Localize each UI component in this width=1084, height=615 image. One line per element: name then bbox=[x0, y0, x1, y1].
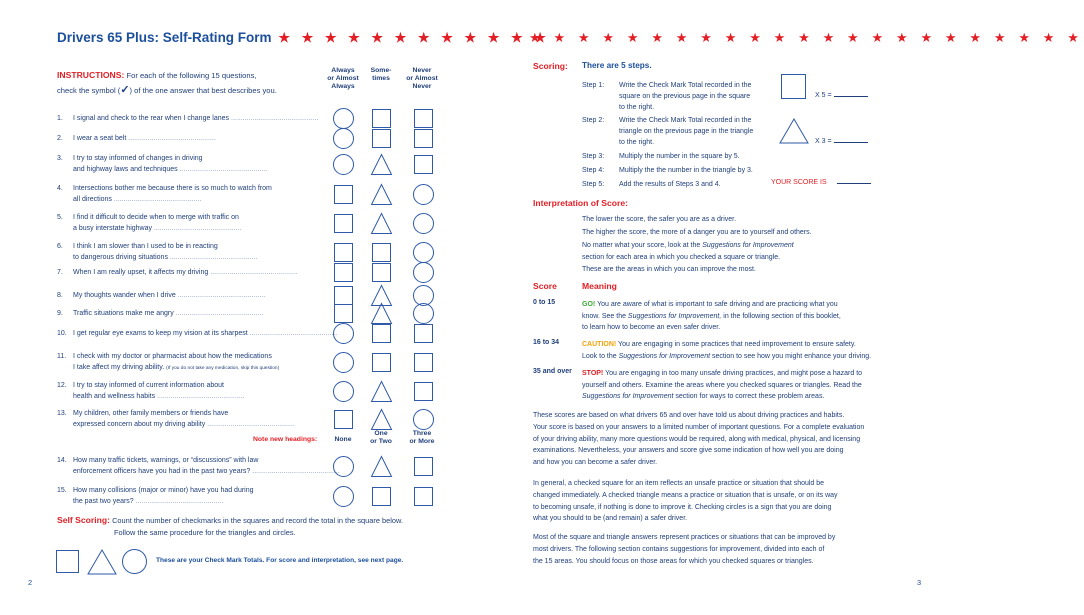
self-scoring-label: Self Scoring: bbox=[57, 515, 111, 525]
square-answer-option[interactable] bbox=[371, 128, 393, 150]
self-scoring-line2: Follow the same procedure for the triangles and circles. bbox=[114, 528, 296, 537]
scoring-step bbox=[582, 115, 809, 148]
square-answer-option[interactable] bbox=[333, 242, 355, 264]
col-header-line: Some- bbox=[370, 67, 392, 74]
interpretation-heading: Interpretation of Score: bbox=[533, 198, 629, 208]
circle-answer-option[interactable] bbox=[413, 184, 435, 206]
question-number: 11. bbox=[57, 353, 67, 360]
question-line1: How many collisions (major or minor) have you had during bbox=[73, 487, 254, 494]
question-number: 14. bbox=[57, 457, 67, 464]
new-header-line: or More bbox=[409, 438, 435, 445]
step-line: Write the Check Mark Total recorded in the bbox=[619, 82, 752, 89]
stop-description bbox=[582, 368, 922, 403]
right-stars: ★ ★ ★ ★ ★ ★ ★ ★ ★ ★ ★ ★ ★ ★ ★ ★ ★ ★ ★ ★ ★ ★ ★ bbox=[529, 30, 1084, 45]
total-triangle-input[interactable] bbox=[88, 549, 118, 575]
square-answer-option[interactable] bbox=[371, 242, 393, 264]
question-line2: a busy interstate highway ............................................. bbox=[73, 225, 242, 232]
step-label: Step 2: bbox=[582, 117, 605, 124]
square-answer-option[interactable] bbox=[371, 486, 393, 508]
triangle-answer-option[interactable] bbox=[371, 303, 393, 325]
square-answer-option[interactable] bbox=[413, 154, 435, 176]
para1-line: These scores are based on what drivers 65 and over have told us about driving practices and habits. bbox=[533, 412, 845, 419]
form-title-text: Drivers 65 Plus: Self-Rating Form bbox=[57, 30, 272, 45]
paragraph-3 bbox=[533, 532, 913, 567]
question-item bbox=[57, 241, 325, 263]
question-item bbox=[57, 212, 325, 234]
circle-answer-option[interactable] bbox=[413, 262, 435, 284]
square-answer-option[interactable] bbox=[333, 262, 355, 284]
caution-line2-italic: Suggestions for Improvement bbox=[618, 352, 711, 360]
step-label: Step 4: bbox=[582, 167, 605, 174]
question-item bbox=[57, 328, 338, 339]
circle-answer-option[interactable] bbox=[333, 108, 355, 130]
interp-line3a: No matter what your score, look at the bbox=[582, 242, 703, 249]
stop-keyword: STOP! bbox=[582, 370, 604, 377]
step-line: square on the previous page in the square bbox=[619, 93, 751, 100]
question-line2: to dangerous driving situations ............................................. bbox=[73, 254, 258, 261]
question-item bbox=[57, 351, 325, 374]
para2-line: changed immediately. A checked triangle means a practice or situation that is unsafe, or on its way bbox=[533, 491, 838, 499]
meaning-column-header: Meaning bbox=[582, 281, 617, 291]
question-number: 6. bbox=[57, 243, 63, 250]
stop-line3-italic: Suggestions for Improvement bbox=[582, 393, 674, 400]
interp-line2: The higher the score, the more of a danger you are to yourself and others. bbox=[582, 229, 812, 236]
question-line1: Traffic situations make me angry ............................................. bbox=[73, 310, 264, 317]
square-answer-option[interactable] bbox=[413, 486, 435, 508]
question-note: (If you do not take any medication, skip this question) bbox=[166, 366, 280, 371]
x3-text: X 3 = bbox=[815, 138, 832, 145]
scoring-step bbox=[582, 165, 809, 176]
new-header-line: One bbox=[374, 430, 388, 437]
step-line: Add the results of Steps 3 and 4. bbox=[619, 181, 721, 188]
question-line1: I get regular eye exams to keep my vision at its sharpest ............................................. bbox=[73, 330, 338, 337]
go-line3: to learn how to become an even safer driver. bbox=[582, 324, 721, 331]
stop-line1: You are engaging in too many unsafe driving practices, and might pose a hazard to bbox=[605, 370, 863, 377]
x5-text: X 5 = bbox=[815, 92, 832, 99]
x3-label bbox=[815, 136, 868, 147]
circle-answer-option[interactable] bbox=[333, 128, 355, 150]
form-title bbox=[57, 30, 550, 46]
col-header-line: Never bbox=[412, 67, 432, 74]
scoring-steps-heading: There are 5 steps. bbox=[582, 61, 652, 70]
col-header-line: Never bbox=[412, 83, 432, 90]
caution-description bbox=[582, 339, 922, 362]
circle-answer-option[interactable] bbox=[333, 154, 355, 176]
col-header-line: Always bbox=[331, 67, 355, 74]
question-line2: and highway laws and techniques ............................................. bbox=[73, 166, 268, 173]
instructions bbox=[57, 68, 277, 98]
circle-answer-option[interactable] bbox=[413, 303, 435, 325]
step-line: Multiply the the number in the triangle by 3. bbox=[619, 167, 753, 174]
para1-line: examinations. Nevertheless, your answers and score give some indication of how well you are doing bbox=[533, 447, 844, 455]
question-number: 8. bbox=[57, 292, 63, 299]
go-line2-italic: Suggestions for Improvement, bbox=[627, 312, 722, 320]
triangle-answer-option[interactable] bbox=[371, 381, 393, 403]
question-number: 1. bbox=[57, 115, 63, 122]
question-line1: Intersections bother me because there is so much to watch from bbox=[73, 185, 272, 192]
triangle-answer-option[interactable] bbox=[371, 184, 393, 206]
question-item bbox=[57, 455, 340, 477]
score-triangle-input[interactable] bbox=[780, 118, 810, 144]
col-header-line: times bbox=[372, 75, 390, 82]
square-answer-option[interactable] bbox=[413, 108, 435, 130]
circle-answer-option[interactable] bbox=[333, 486, 355, 508]
square-answer-option[interactable] bbox=[333, 184, 355, 206]
square-answer-option[interactable] bbox=[413, 456, 435, 478]
go-keyword: GO! bbox=[582, 301, 596, 308]
para2-line: what you should to be (and remain) a safer driver. bbox=[533, 515, 688, 523]
question-number: 13. bbox=[57, 410, 67, 417]
interp-line3-italic: Suggestions for Improvement bbox=[702, 242, 794, 249]
para1-line: Your score is based on your answers to a limited number of important questions. For a complete evaluation bbox=[533, 423, 865, 431]
triangle-answer-option[interactable] bbox=[371, 456, 393, 478]
question-item bbox=[57, 113, 325, 124]
col-header-line: or Almost bbox=[406, 75, 438, 82]
scoring-step bbox=[582, 151, 809, 162]
interp-line5: These are the areas in which you can improve the most. bbox=[582, 266, 756, 273]
question-line1: I try to stay informed of changes in driving bbox=[73, 155, 203, 162]
question-item bbox=[57, 267, 325, 278]
caution-range: 16 to 34 bbox=[533, 339, 560, 346]
square-answer-option[interactable] bbox=[333, 303, 355, 325]
question-line1: I wear a seat belt ............................................. bbox=[73, 135, 216, 142]
square-answer-option[interactable] bbox=[371, 108, 393, 130]
question-line2: enforcement officers have you had in the past two years? ............................................. bbox=[73, 468, 340, 475]
self-scoring-line1: Count the number of checkmarks in the squares and record the total in the square below. bbox=[112, 516, 403, 525]
circle-answer-option[interactable] bbox=[413, 242, 435, 264]
question-item bbox=[57, 308, 325, 319]
question-line1: My children, other family members or friends have bbox=[73, 410, 229, 417]
square-answer-option[interactable] bbox=[413, 323, 435, 345]
square-answer-option[interactable] bbox=[371, 262, 393, 284]
question-line1: I find it difficult to decide when to merge with traffic on bbox=[73, 214, 239, 221]
go-line1: You are aware of what is important to safe driving and are practicing what you bbox=[597, 301, 838, 308]
new-header-line: or Two bbox=[370, 438, 392, 445]
question-item bbox=[57, 380, 325, 402]
go-range: 0 to 15 bbox=[533, 299, 556, 306]
instructions-line2b: ) of the one answer that best describes you. bbox=[129, 86, 277, 95]
col-header-line: or Almost bbox=[327, 75, 359, 82]
step-line: Multiply the number in the square by 5. bbox=[619, 153, 740, 160]
instructions-label: INSTRUCTIONS: bbox=[57, 70, 125, 80]
para3-line: the 15 areas. You should focus on those areas for which you checked squares or triangles. bbox=[533, 557, 814, 565]
question-number: 7. bbox=[57, 269, 63, 276]
title-stars: ★ ★ ★ ★ ★ ★ ★ ★ ★ ★ ★ ★ bbox=[278, 30, 550, 45]
caution-line1: You are engaging in some practices that need improvement to ensure safety. bbox=[618, 341, 856, 348]
step-line: triangle on the previous page in the triangle bbox=[619, 128, 754, 135]
question-item bbox=[57, 183, 325, 205]
para1-line: and how you can become a safer driver. bbox=[533, 459, 658, 467]
self-scoring bbox=[57, 514, 437, 539]
step-line: to the right. bbox=[619, 104, 655, 111]
new-header-line: None bbox=[334, 436, 352, 443]
note-new-headings: Note new headings: bbox=[253, 436, 318, 443]
page-number-left: 2 bbox=[28, 578, 33, 587]
square-answer-option[interactable] bbox=[413, 381, 435, 403]
question-line2: health and wellness habits ............................................. bbox=[73, 393, 245, 400]
circle-answer-option[interactable] bbox=[333, 456, 355, 478]
go-line2a: know. See the bbox=[582, 312, 628, 320]
page-number-right: 3 bbox=[917, 578, 922, 587]
para3-line: Most of the square and triangle answers represent practices or situations that can be improved by bbox=[533, 534, 836, 541]
step-label: Step 3: bbox=[582, 153, 605, 160]
para3-line: most drivers. The following section contains suggestions for improvement, divided into each of bbox=[533, 545, 825, 553]
scoring-step bbox=[582, 80, 809, 113]
question-line1: When I am really upset, it affects my driving ............................................. bbox=[73, 269, 298, 276]
interp-line4: section for each area in which you checked a square or triangle. bbox=[582, 254, 781, 261]
question-number: 12. bbox=[57, 382, 67, 389]
square-answer-option[interactable] bbox=[371, 323, 393, 345]
question-item bbox=[57, 133, 325, 144]
step-line: to the right. bbox=[619, 139, 655, 146]
question-item bbox=[57, 485, 325, 507]
col-header-line: Always bbox=[331, 83, 355, 90]
circle-answer-option[interactable] bbox=[333, 352, 355, 374]
question-line2: all directions ............................................. bbox=[73, 196, 202, 203]
question-number: 15. bbox=[57, 487, 67, 494]
question-line1: How many traffic tickets, warnings, or “discussions” with law bbox=[73, 457, 259, 464]
caution-keyword: CAUTION! bbox=[582, 341, 617, 348]
caution-line2a: Look to the bbox=[582, 352, 619, 360]
step-label: Step 1: bbox=[582, 82, 605, 89]
your-score-blank[interactable] bbox=[837, 183, 871, 184]
new-header-three-or-more bbox=[392, 430, 452, 446]
question-item bbox=[57, 408, 325, 430]
triangle-answer-option[interactable] bbox=[371, 409, 393, 431]
step-line: Write the Check Mark Total recorded in the bbox=[619, 117, 752, 124]
interp-line1: The lower the score, the safer you are as a driver. bbox=[582, 216, 737, 223]
question-number: 3. bbox=[57, 155, 63, 162]
score-square-input[interactable] bbox=[781, 74, 807, 100]
check-mark-icon: ✓ bbox=[120, 84, 130, 96]
score-column-header: Score bbox=[533, 281, 557, 291]
circle-answer-option[interactable] bbox=[333, 323, 355, 345]
your-score-label bbox=[771, 177, 871, 188]
question-line1: I try to stay informed of current information about bbox=[73, 382, 224, 389]
question-number: 4. bbox=[57, 185, 63, 192]
scoring-label: Scoring: bbox=[533, 61, 568, 71]
stop-line2: yourself and others. Examine the areas where you checked squares or triangles. Read the bbox=[582, 381, 862, 389]
question-line2: expressed concern about my driving ability ............................................. bbox=[73, 421, 295, 428]
col-header-never bbox=[392, 67, 452, 91]
circle-answer-option[interactable] bbox=[333, 381, 355, 403]
totals-text: These are your Check Mark Totals. For score and interpretation, see next page. bbox=[156, 557, 404, 564]
square-answer-option[interactable] bbox=[413, 128, 435, 150]
question-number: 9. bbox=[57, 310, 63, 317]
go-description bbox=[582, 299, 907, 334]
new-header-line: Three bbox=[412, 430, 432, 437]
x5-label bbox=[815, 90, 868, 101]
instructions-line1: For each of the following 15 questions, bbox=[126, 71, 257, 80]
para1-line: of your driving ability, many more questions would be required, along with medical, physical, and licensing bbox=[533, 435, 861, 443]
para2-line: to becoming unsafe, if nothing is done to improve it. Checking circles is a sign that you are doing bbox=[533, 503, 832, 511]
circle-answer-option[interactable] bbox=[413, 409, 435, 431]
x3-blank[interactable] bbox=[834, 142, 868, 143]
square-answer-option[interactable] bbox=[333, 409, 355, 431]
your-score-text: YOUR SCORE IS bbox=[771, 179, 827, 186]
x5-blank[interactable] bbox=[834, 96, 868, 97]
question-number: 2. bbox=[57, 135, 63, 142]
square-answer-option[interactable] bbox=[413, 352, 435, 374]
go-line2b: in the following section of this booklet, bbox=[721, 312, 841, 320]
question-line1: I signal and check to the rear when I change lanes ............................................. bbox=[73, 115, 319, 122]
total-square-input[interactable] bbox=[56, 550, 80, 574]
paragraph-1 bbox=[533, 410, 913, 469]
square-answer-option[interactable] bbox=[371, 352, 393, 374]
circle-answer-option[interactable] bbox=[413, 213, 435, 235]
question-line2: I take affect my driving ability. (If you do not take any medication, skip this question) bbox=[73, 364, 280, 371]
paragraph-2 bbox=[533, 478, 913, 525]
instructions-line2a: check the symbol ( bbox=[57, 86, 121, 95]
question-line1: I think I am slower than I used to be in reacting bbox=[73, 243, 218, 250]
triangle-answer-option[interactable] bbox=[371, 154, 393, 176]
question-number: 10. bbox=[57, 330, 67, 337]
question-item bbox=[57, 153, 325, 175]
stop-line3b: section for ways to correct these problem areas. bbox=[673, 393, 825, 400]
para2-line: In general, a checked square for an item reflects an unsafe practice or situation that should be bbox=[533, 480, 825, 487]
question-line1: I check with my doctor or pharmacist about how the medications bbox=[73, 353, 272, 360]
step-label: Step 5: bbox=[582, 181, 605, 188]
square-answer-option[interactable] bbox=[333, 213, 355, 235]
triangle-answer-option[interactable] bbox=[371, 213, 393, 235]
interpretation-text bbox=[582, 213, 902, 276]
total-circle-input[interactable] bbox=[122, 549, 148, 575]
question-line2: the past two years? ............................................. bbox=[73, 498, 224, 505]
stop-range: 35 and over bbox=[533, 368, 572, 375]
question-item bbox=[57, 290, 325, 301]
caution-line2b: section to see how you might enhance your driving. bbox=[710, 352, 872, 360]
question-number: 5. bbox=[57, 214, 63, 221]
question-line1: My thoughts wander when I drive ............................................. bbox=[73, 292, 266, 299]
